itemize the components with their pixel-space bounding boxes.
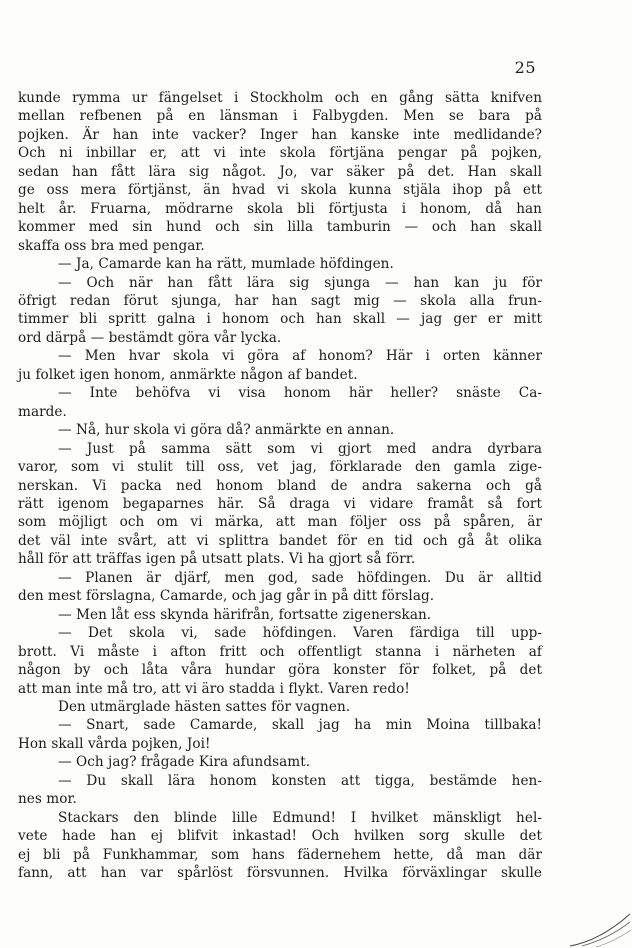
body-text xyxy=(18,89,542,882)
text-line: helt år. Fruarna, mödrarne skola bli förtjusta i honom, då han xyxy=(18,200,542,217)
text-line: mellan refbenen på en länsman i Falbygden. Men se bara på xyxy=(18,108,542,125)
text-line: den mest förslagna, Camarde, och jag går in på ditt förslag. xyxy=(18,588,435,605)
text-line: rätt igenom begaparnes här. Så draga vi vidare framåt så fort xyxy=(18,495,542,512)
text-line: nes mor. xyxy=(18,791,77,808)
text-line: fann, att han var spårlöst försvunnen. Hvilka förväxlingar skulle xyxy=(18,865,542,882)
text-line: marde. xyxy=(18,403,67,420)
text-line: sedan han fått lära sig något. Jo, var säker på det. Han skall xyxy=(18,163,542,180)
text-line: att man inte må tro, att vi äro stadda i flykt. Varen redo! xyxy=(18,680,410,697)
text-line: Den utmärglade hästen sattes för vagnen. xyxy=(58,698,351,715)
text-line: det väl inte svårt, att vi splittra bandet för en tid och gå åt olika xyxy=(18,532,542,549)
text-line: som möjligt och om vi märka, att man följer oss på spåren, är xyxy=(18,514,542,531)
text-line: — Men låt ess skynda härifrån, fortsatte zigenerskan. xyxy=(58,606,432,623)
text-line: nerskan. Vi packa ned honom bland de andra sakerna och gå xyxy=(18,477,542,494)
text-line: pojken. Är han inte vacker? Inger han kanske inte medlidande? xyxy=(18,126,542,143)
text-line: vete hade han ej blifvit inkastad! Och hvilken sorg skulle det xyxy=(18,828,542,845)
text-line: kunde rymma ur fängelset i Stockholm och en gång sätta knifven xyxy=(18,90,542,106)
text-line: — Inte behöfva vi visa honom här heller? snäste Ca- xyxy=(58,385,542,402)
page-corner-mark xyxy=(562,908,632,948)
text-line: — Nå, hur skola vi göra då? anmärkte en annan. xyxy=(58,422,395,439)
text-line: — Planen är djärf, men god, sade höfdingen. Du är alltid xyxy=(58,569,542,586)
text-line: varor, som vi stulit till oss, vet jag, förklarade den gamla zige- xyxy=(18,459,542,476)
text-line: kommer med sin hund och sin lilla tamburin — och han skall xyxy=(18,219,542,236)
text-line: ord därpå — bestämdt göra vår lycka. xyxy=(18,329,282,346)
text-line: ej bli på Funkhammar, som hans fädernehem hette, då man där xyxy=(18,846,542,863)
text-line: någon by och låta våra hundar göra konster för folket, på det xyxy=(18,662,542,679)
text-line: Och ni inbillar er, att vi inte skola förtjäna pengar på pojken, xyxy=(18,145,542,162)
text-line: ju folket igen honom, anmärkte någon af bandet. xyxy=(18,366,358,383)
text-line: — Snart, sade Camarde, skall jag ha min Moina tillbaka! xyxy=(58,717,542,734)
text-line: — Det skola vi, sade höfdingen. Varen färdiga till upp- xyxy=(58,625,542,642)
page-number: 25 xyxy=(514,58,536,77)
text-line: skaffa oss bra med pengar. xyxy=(18,237,205,254)
text-line: timmer bli spritt galna i honom och han skall — jag ger er mitt xyxy=(18,311,542,328)
text-line: Stackars den blinde lille Edmund! I hvilket mänskligt hel- xyxy=(58,809,542,826)
text-line: ge oss mera förtjänst, än hvad vi skola kunna stjäla ihop på ett xyxy=(18,182,542,199)
text-line: — Och när han fått lära sig sjunga — han kan ju för xyxy=(58,274,542,291)
text-line: — Du skall lära honom konsten att tigga, bestämde hen- xyxy=(58,772,542,789)
text-line: Hon skall vårda pojken, Joi! xyxy=(18,735,211,752)
text-line: brott. Vi måste i afton fritt och offentligt stanna i närheten af xyxy=(18,643,542,660)
text-line: öfrigt redan förut sjunga, har han sagt mig — skola alla frun- xyxy=(18,292,542,309)
text-line: — Ja, Camarde kan ha rätt, mumlade höfdingen. xyxy=(58,256,394,273)
text-line: — Och jag? frågade Kira afundsamt. xyxy=(58,754,311,771)
text-line: håll för att träffas igen på utsatt plats. Vi ha gjort så förr. xyxy=(18,551,416,568)
text-line: — Just på samma sätt som vi gjort med andra dyrbara xyxy=(58,440,542,457)
text-line: — Men hvar skola vi göra af honom? Här i orten känner xyxy=(58,348,542,365)
